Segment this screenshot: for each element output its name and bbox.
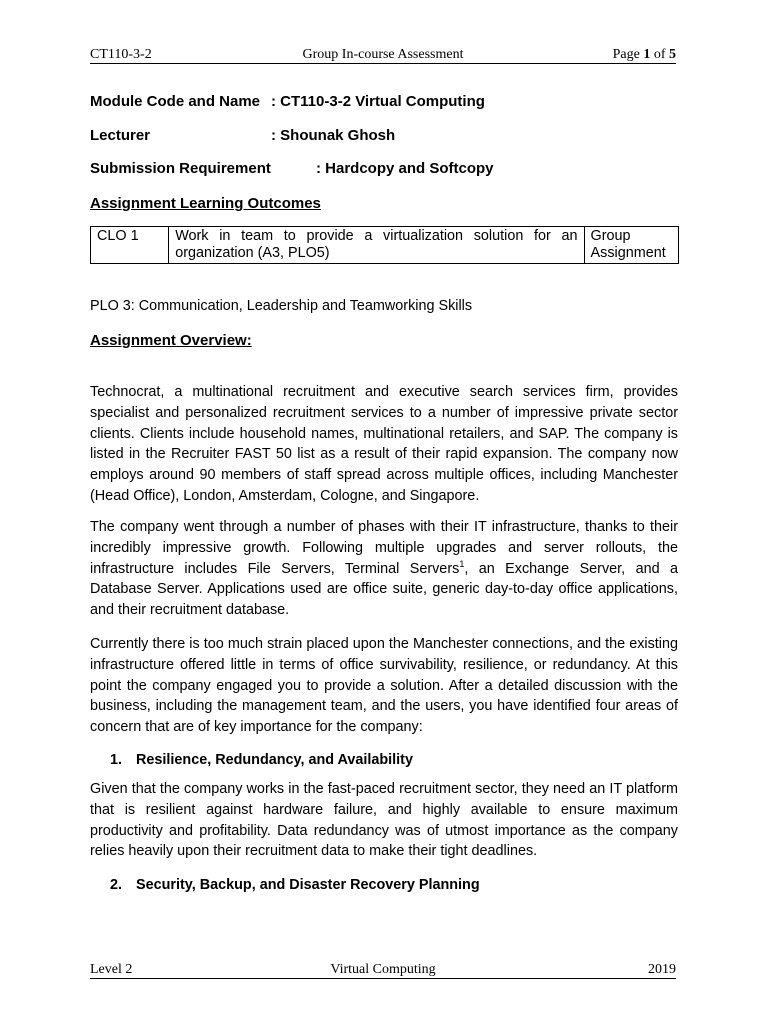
footnote-marker: 1 [459, 558, 465, 569]
submission-label: Submission Requirement [90, 160, 271, 177]
clo-code-cell: CLO 1 [91, 227, 169, 264]
lecturer-label: Lecturer [90, 127, 151, 144]
footer-course: Virtual Computing [330, 962, 436, 977]
list-item-text: Security, Backup, and Disaster Recovery Planning [136, 877, 480, 893]
page-header [90, 46, 676, 64]
header-module-code: CT110-3-2 [90, 47, 152, 62]
paragraph-resilience: Given that the company works in the fast-paced recruitment sector, they need an IT platform that is resilient against hardware failure, and highly available to ensure maximum productivity and profitability. Data redundancy was of utmost importance as the company relies heavily upon their recruitment data to make their tight deadlines. [90, 781, 678, 860]
submission-value: : Hardcopy and Softcopy [316, 160, 494, 177]
lecturer-value: : Shounak Ghosh [271, 127, 396, 144]
module-value: : CT110-3-2 Virtual Computing [271, 93, 485, 110]
header-title: Group In-course Assessment [302, 47, 464, 62]
paragraph-infrastructure-part2: , an Exchange Server, and a Database Server. Applications used are office suite, generic day-to-day office applications, and their recruitment database. [90, 560, 679, 619]
outcomes-heading: Assignment Learning Outcomes [90, 195, 321, 212]
plo-line: PLO 3: Communication, Leadership and Teamworking Skills [90, 298, 473, 314]
footer-level: Level 2 [90, 962, 133, 977]
page-prefix: Page [612, 47, 644, 62]
paragraph-company-intro: Technocrat, a multinational recruitment and executive search services firm, provides specialist and personalized recruitment services to a number of impressive private sector clients. Clients include household names, multinational retailers, and SAP. The company is listed in the Recruiter FAST 50 list as a result of their rapid expansion. The company now employs around 90 members of staff spread across multiple offices, including Manchester (Head Office), London, Amsterdam, Cologne, and Singapore. [90, 384, 678, 504]
clo-description-cell: Work in team to provide a virtualization solution for an organization (A3, PLO5) [169, 227, 584, 264]
table-row [91, 227, 679, 264]
learning-outcomes-table [90, 226, 679, 264]
page-footer [90, 961, 676, 979]
page-of: of [650, 47, 669, 62]
paragraph-infrastructure-part1: The company went through a number of phases with their IT infrastructure, thanks to their incredibly impressive growth. Following multiple upgrades and server rollouts, the infrastructure includes File Servers, Terminal Servers [90, 519, 678, 577]
module-label: Module Code and Name [90, 93, 261, 110]
overview-heading: Assignment Overview: [90, 332, 252, 349]
list-item-number: 1. [110, 752, 123, 768]
list-item-text: Resilience, Redundancy, and Availability [136, 752, 413, 768]
header-page-number [613, 46, 676, 63]
page-total: 5 [669, 47, 676, 62]
page-current: 1 [643, 47, 651, 62]
list-item [110, 876, 480, 894]
paragraph-infrastructure [90, 517, 678, 621]
list-item [110, 751, 413, 769]
clo-type-cell: Group Assignment [584, 227, 678, 264]
footer-year: 2019 [648, 962, 676, 977]
paragraph-concerns: Currently there is too much strain placed upon the Manchester connections, and the existing infrastructure offered little in terms of office survivability, resilience, or redundancy. At this point the company engaged you to provide a solution. After a detailed discussion with the business, including the management team, and the users, you have identified four areas of concern that are of key importance for the company: [90, 636, 678, 736]
list-item-number: 2. [110, 877, 123, 893]
